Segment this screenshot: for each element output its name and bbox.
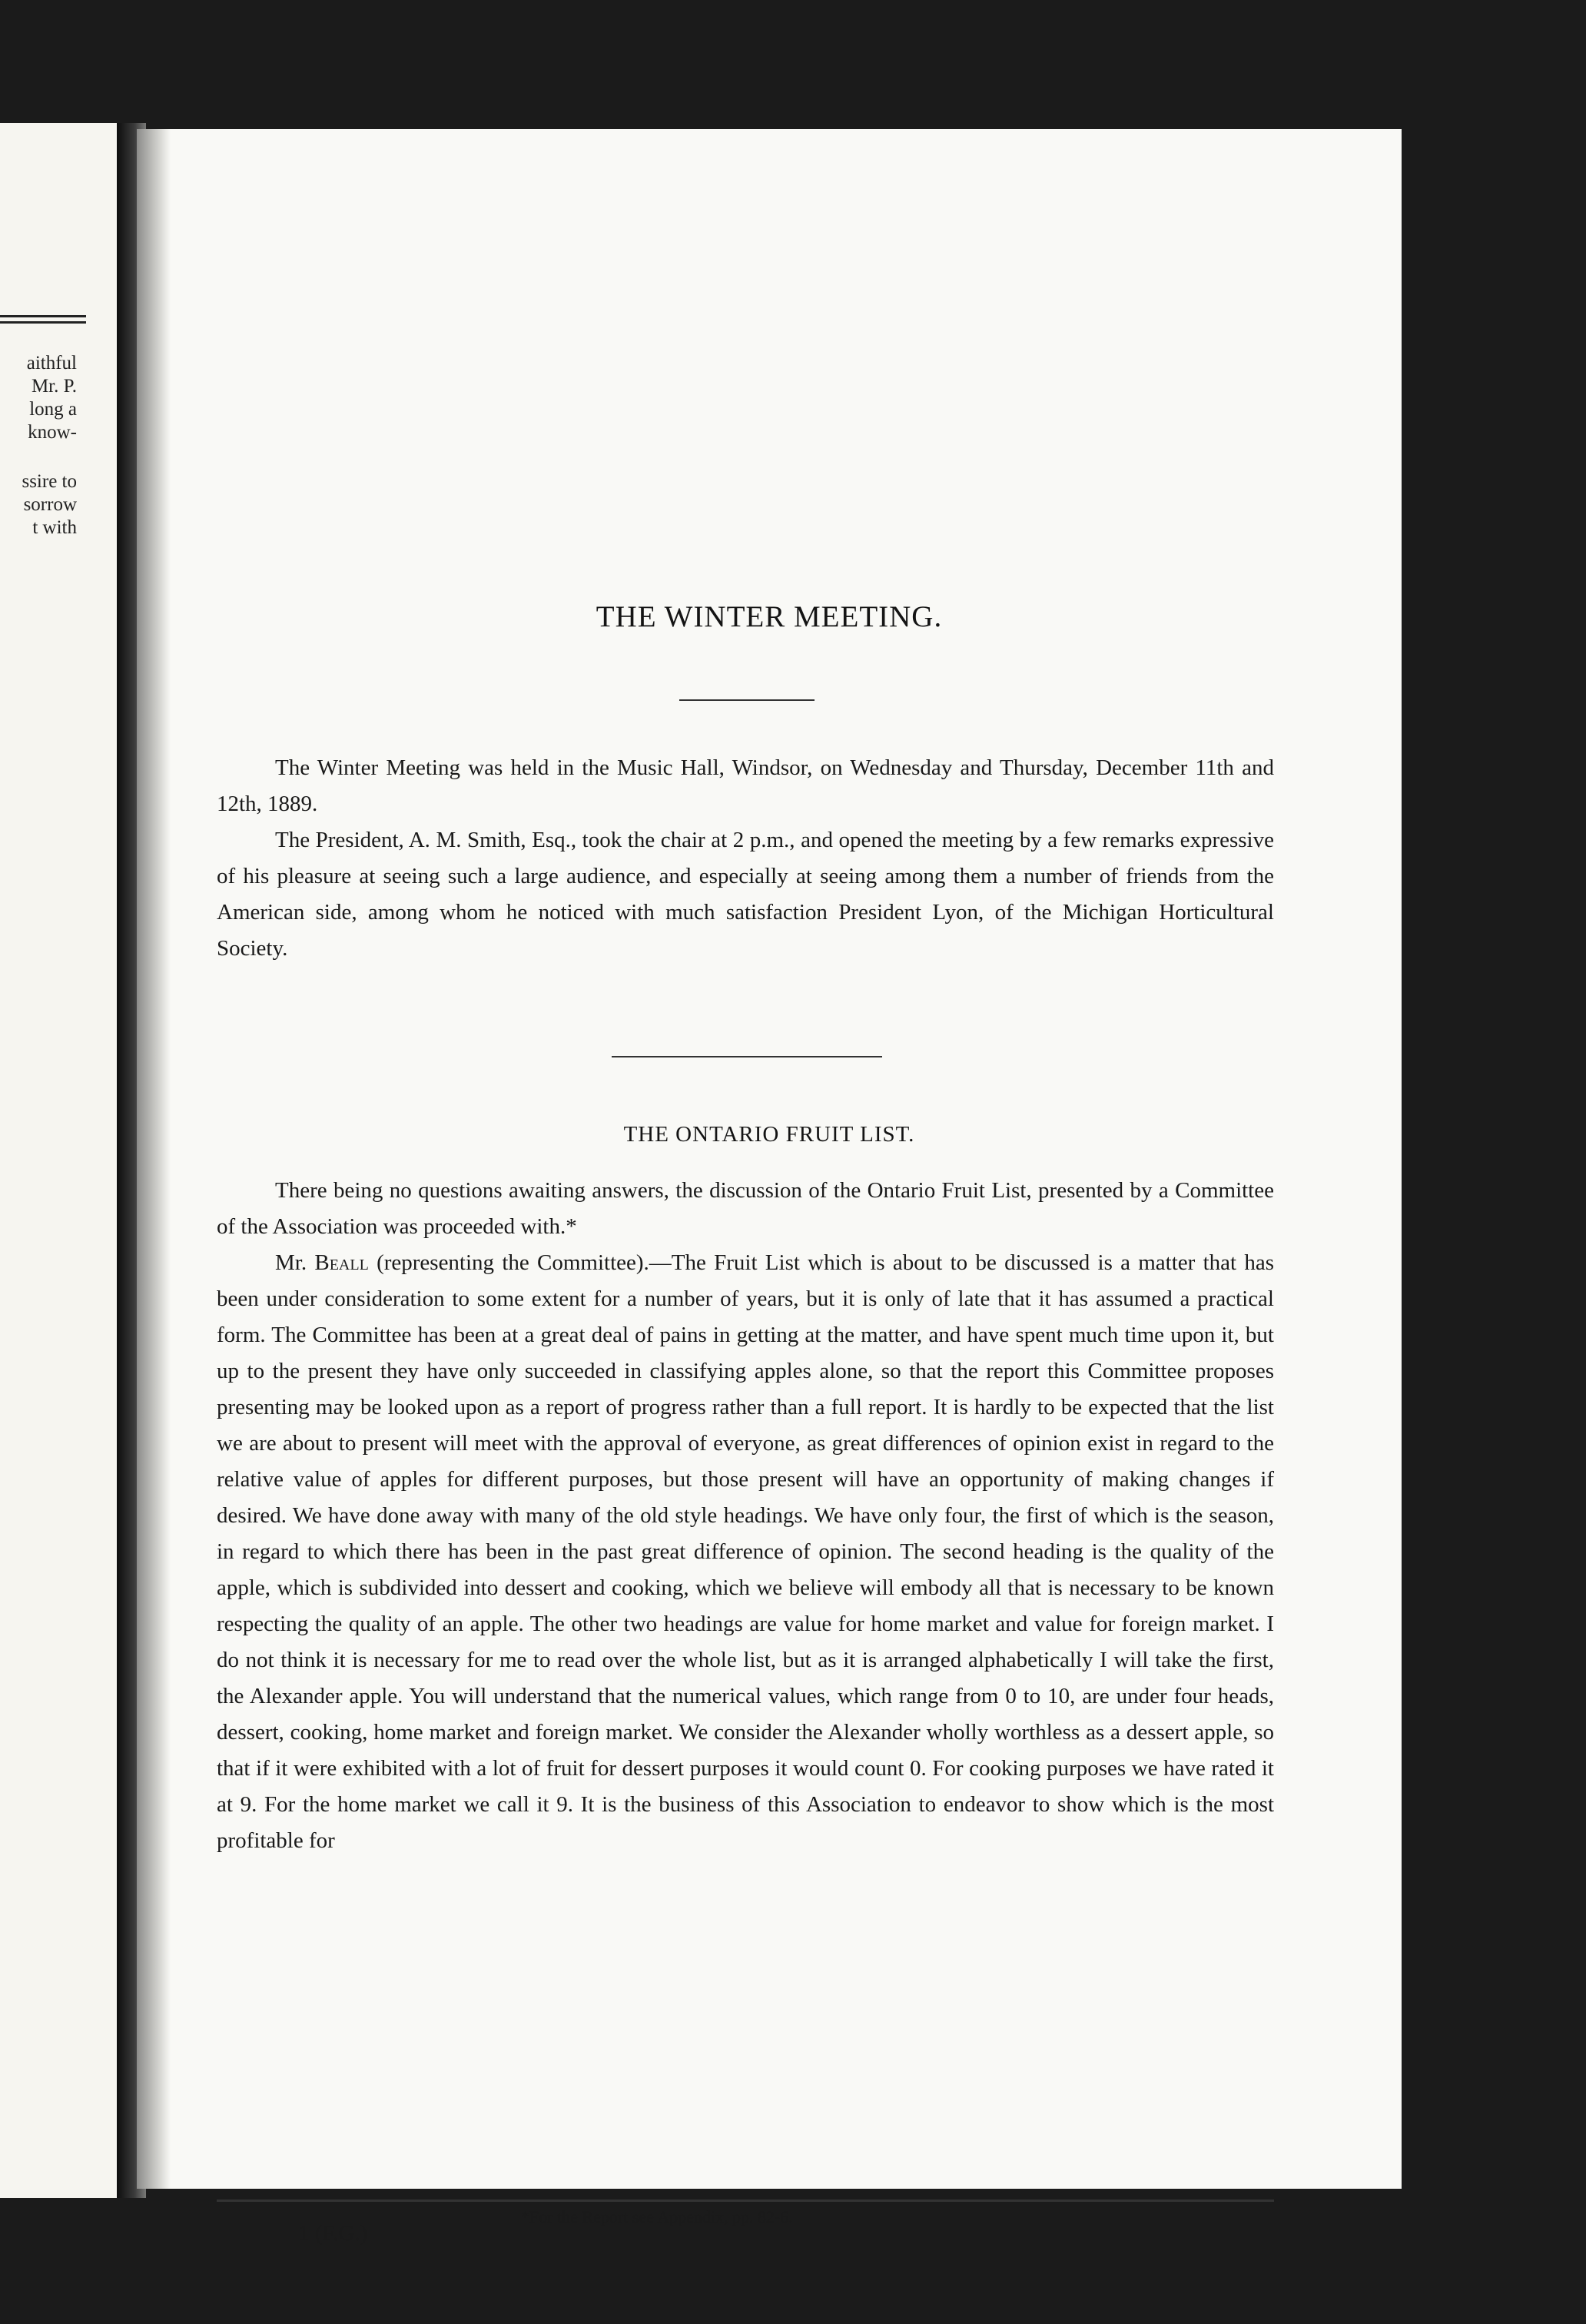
section-divider: [612, 1056, 882, 1057]
section-title: THE ONTARIO FRUIT LIST.: [623, 1122, 915, 1147]
intro-paragraph-text: The Winter Meeting was held in the Music Hall, Windsor, on Wednesday and Thursday, December 11th and 12th, 1889.: [217, 755, 1274, 816]
page-gutter-shadow: [137, 129, 171, 2189]
left-page-fragment: long a: [29, 399, 77, 420]
section-intro-text: There being no questions awaiting answers, the discussion of the Ontario Fruit List, presented by a Committee of the Association was proceeded with.*: [217, 1178, 1274, 1239]
left-page-rule: [0, 321, 86, 324]
document-page: [137, 129, 1402, 2246]
speaker-text: (representing the Committee).—The Fruit List which is about to be discussed is a matter that has been under consideration to some extent for a number of years, but it is only of late that it has assumed a practical form. The Committee has been at a great deal of pains in getting at the matter, and have spent much time upon it, but up to the present they have only succeeded in classifying apples alone, so that the report this Committee proposes presenting may be looked upon as a report of progress rather than a full report. It is hardly to be expected that the list we are about to present will meet with the approval of everyone, as great differences of opinion exist in regard to the relative value of apples for different purposes, but those present will have an opportunity of making changes if desired. We have done away with many of the old style headings. We have only four, the first of which is the season, in regard to which there has been in the past great difference of opinion. The second heading is the quality of the apple, which is subdivided into dessert and cooking, which we believe will embody all that is necessary to be known respecting the quality of an apple. The other two headings are value for home market and value for foreign market. I do not think it is necessary for me to read over the whole list, but as it is arranged alphabetically I will take the first, the Alexander apple. You will understand that the numerical values, which range from 0 to 10, are under four heads, dessert, cooking, home market and foreign market. We consider the Alexander wholly worthless as a dessert apple, so that if it were exhibited with a lot of fruit for dessert purposes it would count 0. For cooking purposes we have rated it at 9. For the home market we call it 9. It is the business of this Association to endeavor to show which is the most profitable for: [217, 1250, 1274, 1853]
speaker-prefix: Mr.: [275, 1250, 307, 1275]
footnote: *For the Report see Appendix, pp. 82-6.: [521, 2207, 793, 2226]
page-number: 1 (F.G.): [298, 2221, 368, 2246]
title-divider: [679, 699, 815, 701]
left-page-rule: [0, 315, 86, 317]
intro-paragraph: [217, 750, 1274, 822]
left-page-fragment: aithful: [26, 353, 77, 374]
footnote-rule: [217, 2200, 1274, 2202]
speaker-paragraph: [217, 1245, 1274, 1859]
left-page-fragment: ssire to: [22, 471, 77, 492]
page-title: THE WINTER MEETING.: [596, 600, 943, 633]
left-page-edge: [0, 123, 117, 2198]
intro-paragraph-text: The President, A. M. Smith, Esq., took the chair at 2 p.m., and opened the meeting by a few remarks expressive of his pleasure at seeing such a large audience, and especially at seeing among them a number of friends from the American side, among whom he noticed with much satisfaction President Lyon, of the Michigan Horticultural Society.: [217, 828, 1274, 961]
intro-paragraph: [217, 822, 1274, 967]
left-page-fragment: know-: [28, 422, 77, 443]
left-page-fragment: Mr. P.: [31, 376, 77, 397]
left-page-fragment: sorrow: [23, 494, 77, 515]
left-page-fragment: t with: [32, 517, 77, 538]
section-intro-paragraph: [217, 1173, 1274, 1245]
speaker-name: Beall: [314, 1250, 369, 1275]
